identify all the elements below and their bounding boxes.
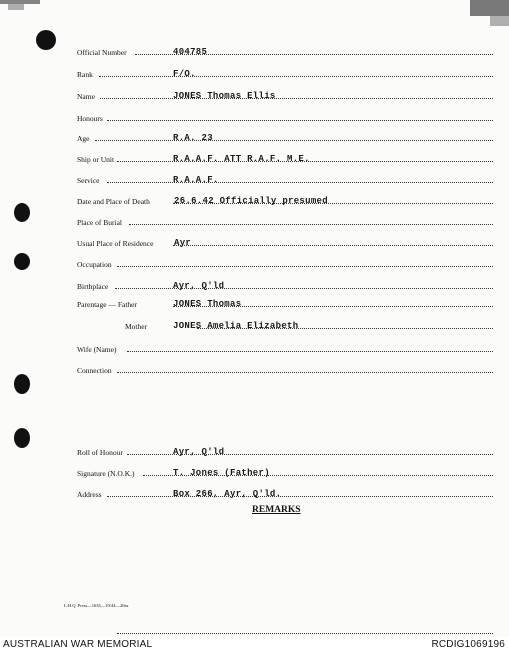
punch-hole (14, 374, 30, 394)
form-row (77, 110, 497, 124)
field-value: R.A.A.F. ATT R.A.F. M.E. (173, 154, 310, 164)
field-value: Ayr (174, 238, 192, 248)
form-row (77, 66, 497, 80)
printer-note: L.H.Q. Press—1635—10/44—20m. (64, 603, 130, 608)
form-row (77, 235, 497, 249)
punch-hole (14, 428, 30, 448)
field-label: Occupation (77, 260, 112, 269)
field-label: Date and Place of Death (77, 197, 150, 206)
field-label: Rank (77, 70, 93, 79)
form-row (77, 362, 497, 376)
field-dotted-line (117, 372, 493, 373)
field-value: JONES Amelia Elizabeth (173, 321, 299, 331)
field-value: JONES Thomas (173, 299, 242, 309)
form-row (77, 193, 497, 207)
field-label: Name (77, 92, 95, 101)
form-row (77, 296, 497, 310)
field-label: Roll of Honour (77, 448, 123, 457)
field-dotted-line (129, 224, 493, 225)
field-dotted-line (95, 140, 493, 141)
field-label: Wife (Name) (77, 345, 117, 354)
scan-artifact (490, 16, 509, 26)
scan-artifact (8, 4, 24, 10)
field-label: Place of Burial (77, 218, 122, 227)
field-label: Address (77, 490, 102, 499)
remarks-heading: REMARKS (252, 505, 301, 515)
field-value: JONES Thomas Ellis (173, 91, 276, 101)
form-row (77, 214, 497, 228)
field-value: T. Jones (Father) (173, 468, 270, 478)
footer-institution: AUSTRALIAN WAR MEMORIAL (3, 639, 153, 650)
form-row (77, 88, 497, 102)
field-label: Honours (77, 114, 103, 123)
form-row (77, 278, 497, 292)
field-value: 26.6.42 Officially presumed (174, 196, 328, 206)
form-row (77, 130, 497, 144)
archive-footer (0, 637, 509, 654)
field-label: Ship or Unit (77, 155, 115, 164)
field-value: R.A.A.F. (173, 175, 219, 185)
punch-hole (36, 30, 56, 50)
field-label: Parentage — Father (77, 300, 137, 309)
field-label: Connection (77, 366, 112, 375)
field-dotted-line (115, 288, 493, 289)
form-row (77, 172, 497, 186)
form-row (77, 256, 497, 270)
form-row (77, 151, 497, 165)
field-value: Ayr, Q'ld (173, 281, 225, 291)
form-row (77, 44, 497, 58)
field-value: R.A. 23 (173, 133, 213, 143)
field-value: Ayr, Q'ld (173, 447, 225, 457)
field-dotted-line (117, 266, 493, 267)
field-value: F/O. (173, 69, 196, 79)
form-row (77, 318, 497, 332)
field-label: Service (77, 176, 100, 185)
field-dotted-line (99, 76, 493, 77)
punch-hole (14, 203, 30, 222)
field-label: Signature (N.O.K.) (77, 469, 135, 478)
field-label: Age (77, 134, 90, 143)
form-row (77, 341, 497, 355)
scan-artifact (470, 0, 509, 16)
field-dotted-line (107, 120, 493, 121)
punch-hole (14, 253, 30, 270)
field-dotted-line (127, 351, 493, 352)
footer-record-id: RCDIG1069196 (431, 639, 505, 650)
field-value: 404785 (173, 47, 208, 57)
field-value: Box 266, Ayr, Q'ld. (173, 489, 282, 499)
field-dotted-line (100, 98, 493, 99)
field-dotted-line (173, 245, 493, 246)
field-label: Mother (125, 322, 148, 331)
field-label: Usual Place of Residence (77, 239, 154, 248)
connection-line (117, 430, 493, 634)
field-label: Birthplace (77, 282, 109, 291)
field-label: Official Number (77, 48, 127, 57)
field-dotted-line (107, 182, 493, 183)
